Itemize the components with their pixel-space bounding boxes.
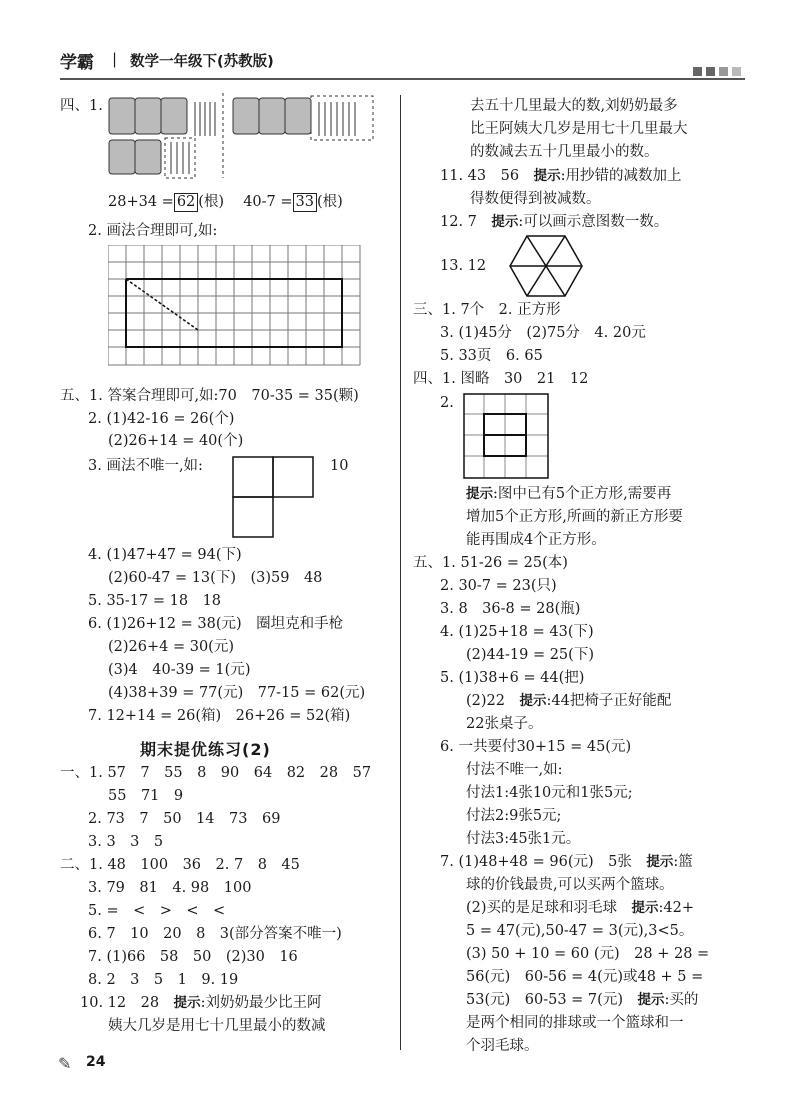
header-separator: | — [112, 50, 118, 68]
q12-hint-text: :可以画示意图数一数。 — [518, 214, 669, 230]
q10-hint-text: :刘奶奶最少比王阿 — [200, 995, 322, 1011]
hint-label: 提示 — [533, 168, 561, 184]
r-s5-q7c — [466, 898, 694, 918]
q11-hint-text: :用抄错的减数加上 — [560, 168, 682, 184]
r-s5-q6e: 付法3:45张1元。 — [466, 831, 581, 847]
hint-label: 提示 — [646, 854, 674, 870]
p1-q3: 3. 3 3 5 — [88, 834, 164, 850]
s5-q2a: 2. (1)42-16 = 26(个) — [88, 411, 235, 427]
p2-q5: 5. = < > < < — [88, 903, 226, 919]
sticks-illustration — [105, 88, 385, 183]
header-rule — [60, 78, 745, 80]
q7-answer: 7. (1)48+48 = 96(元) 5张 — [440, 854, 632, 870]
eq2-text: 40-7 = — [243, 194, 293, 210]
q7-2-answer: (2)买的是足球和羽毛球 — [466, 900, 618, 916]
r-s5-q3: 3. 8 36-8 = 28(瓶) — [440, 601, 581, 617]
s5-q6d: (4)38+39 = 77(元) 77-15 = 62(元) — [108, 685, 366, 701]
q7-3-hint-text: :买的 — [664, 992, 699, 1008]
cross-squares-figure — [463, 393, 549, 479]
r-s5-q7i: 个羽毛球。 — [466, 1038, 539, 1054]
s5-q3-answer: 10 — [330, 458, 349, 474]
s5-q1: 五、1. 答案合理即可,如:70 70-35 = 35(颗) — [60, 388, 359, 404]
answer-box-1: 62 — [174, 193, 198, 212]
hexagon-figure — [508, 234, 584, 298]
s5-q5: 5. 35-17 = 18 18 — [88, 593, 222, 609]
hint-label: 提示 — [466, 486, 493, 502]
r-s4-hint-3: 能再围成4个正方形。 — [466, 532, 606, 548]
p1-q1b: 55 71 9 — [108, 788, 184, 804]
r-q12 — [440, 212, 668, 232]
r-s5-q5c: 22张桌子。 — [466, 716, 543, 732]
q12-answer: 12. 7 — [440, 214, 477, 230]
answer-box-2: 33 — [293, 193, 317, 212]
l-shape-figure — [232, 456, 314, 538]
r-s5-q7h: 是两个相同的排球或一个篮球和一 — [466, 1015, 684, 1031]
square-grid — [108, 245, 372, 370]
r-q11b: 得数便得到被减数。 — [470, 191, 601, 207]
brand-logo: 学霸 — [60, 53, 94, 73]
r-cont-1: 去五十几里最大的数,刘奶奶最多 — [470, 98, 678, 114]
r-cont-2: 比王阿姨大几岁是用七十几里最大 — [470, 121, 688, 137]
q7-3-answer: 53(元) 60-53 = 7(元) — [466, 992, 623, 1008]
r-s5-q7b: 球的价钱最贵,可以买两个篮球。 — [466, 877, 674, 893]
hint-label: 提示 — [637, 992, 665, 1008]
p2-q8: 8. 2 3 5 1 9. 19 — [88, 972, 239, 988]
r-s5-q5b — [466, 691, 671, 711]
r-s5-q7a — [440, 852, 693, 872]
r-s3-q3: 3. (1)45分 (2)75分 4. 20元 — [440, 325, 646, 341]
q7-hint-text: :篮 — [673, 854, 693, 870]
page-number: 24 — [86, 1054, 106, 1070]
hint-label: 提示 — [631, 900, 659, 916]
q4-2-text: 2. 画法合理即可,如: — [88, 223, 218, 239]
r-q11a — [440, 166, 681, 186]
r-s3-q5: 5. 33页 6. 65 — [440, 348, 543, 364]
p1-q1a: 一、1. 57 7 55 8 90 64 82 28 57 — [60, 765, 372, 781]
r-s5-q7d: 5 = 47(元),50-47 = 3(元),3<5。 — [466, 923, 694, 939]
q5-answer: (2)22 — [466, 693, 505, 709]
section-4-label: 四、1. — [60, 98, 103, 114]
header-square — [732, 67, 741, 76]
q5-hint-text: :44把椅子正好能配 — [546, 693, 672, 709]
r-s4-hint-2: 增加5个正方形,所画的新正方形要 — [466, 509, 683, 525]
header-square — [693, 67, 702, 76]
q7-2-hint-text: :42+ — [658, 900, 695, 916]
eq1-text: 28+34 = — [108, 194, 174, 210]
hint-label: 提示 — [173, 995, 201, 1011]
s5-q4a: 4. (1)47+47 = 94(下) — [88, 547, 242, 563]
r-cont-3: 的数减去五十几里最小的数。 — [470, 144, 659, 160]
sticks-equations — [108, 192, 343, 212]
s4-hint-text: :图中已有5个正方形,需要再 — [493, 486, 672, 502]
hint-label: 提示 — [519, 693, 547, 709]
p2-q10a — [80, 993, 321, 1013]
eq1-unit: (根) — [198, 194, 225, 210]
r-s4-hint-1 — [466, 484, 671, 504]
r-s5-q6b: 付法不唯一,如: — [466, 762, 563, 778]
column-divider — [400, 95, 401, 1050]
r-s5-q4a: 4. (1)25+18 = 43(下) — [440, 624, 594, 640]
eq2-unit: (根) — [317, 194, 343, 210]
s5-q6b: (2)26+4 = 30(元) — [108, 639, 234, 655]
r-s3-q1: 三、1. 7个 2. 正方形 — [413, 302, 561, 318]
s5-q4b: (2)60-47 = 13(下) (3)59 48 — [108, 570, 323, 586]
pencil-icon: ✎ — [58, 1054, 72, 1073]
r-q13: 13. 12 — [440, 258, 487, 274]
s5-q3: 3. 画法不唯一,如: — [88, 458, 203, 474]
r-s5-q6c: 付法1:4张10元和1张5元; — [466, 785, 633, 801]
r-s5-q1: 五、1. 51-26 = 25(本) — [413, 555, 568, 571]
r-s5-q2: 2. 30-7 = 23(只) — [440, 578, 557, 594]
s5-q6a: 6. (1)26+12 = 38(元) 圈坦克和手枪 — [88, 616, 344, 632]
p2-q1: 二、1. 48 100 36 2. 7 8 45 — [60, 857, 300, 873]
r-s5-q7f: 56(元) 60-56 = 4(元)或48 + 5 = — [466, 969, 704, 985]
r-s4-q1: 四、1. 图略 30 21 12 — [413, 371, 589, 387]
p2-q3: 3. 79 81 4. 98 100 — [88, 880, 252, 896]
r-s5-q7e: (3) 50 + 10 = 60 (元) 28 + 28 = — [466, 946, 710, 962]
s5-q2b: (2)26+14 = 40(个) — [108, 433, 244, 449]
r-s5-q6d: 付法2:9张5元; — [466, 808, 562, 824]
hint-label: 提示 — [491, 214, 519, 230]
r-s5-q5a: 5. (1)38+6 = 44(把) — [440, 670, 585, 686]
r-s5-q4b: (2)44-19 = 25(下) — [466, 647, 594, 663]
p2-q10b: 姨大几岁是用七十几里最小的数减 — [108, 1018, 326, 1034]
q11-answer: 11. 43 56 — [440, 168, 520, 184]
header-square — [706, 67, 715, 76]
r-s4-q2: 2. — [440, 395, 454, 411]
header-square — [719, 67, 728, 76]
q10-answer: 10. 12 28 — [80, 995, 160, 1011]
s5-q6c: (3)4 40-39 = 1(元) — [108, 662, 251, 678]
book-title: 数学一年级下(苏教版) — [130, 54, 274, 70]
section-title: 期末提优练习(2) — [140, 740, 271, 759]
p2-q7: 7. (1)66 58 50 (2)30 16 — [88, 949, 298, 965]
r-s5-q7g — [466, 990, 698, 1010]
r-s5-q6a: 6. 一共要付30+15 = 45(元) — [440, 739, 632, 755]
p2-q6: 6. 7 10 20 8 3(部分答案不唯一) — [88, 926, 342, 942]
s5-q7: 7. 12+14 = 26(箱) 26+26 = 52(箱) — [88, 708, 351, 724]
p1-q2: 2. 73 7 50 14 73 69 — [88, 811, 281, 827]
